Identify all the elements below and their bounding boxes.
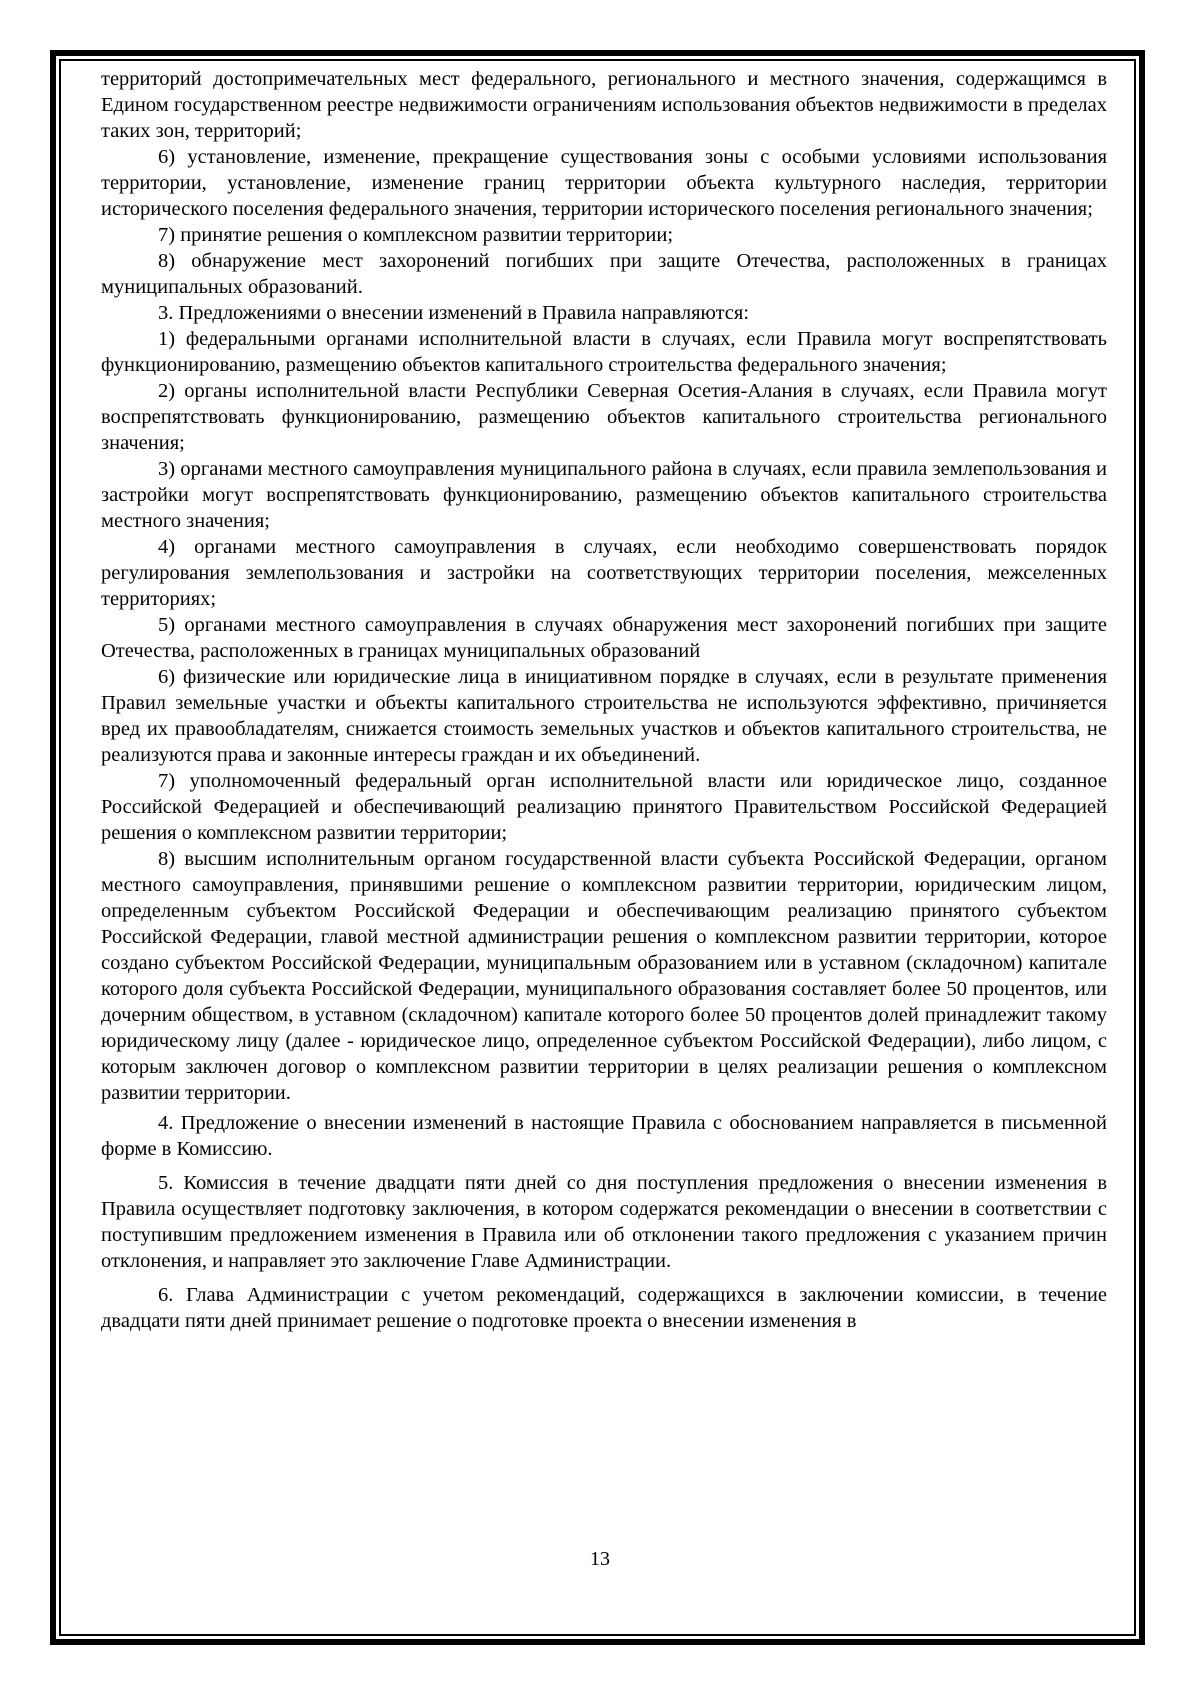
- paragraph: 3) органами местного самоуправления муниципального района в случаях, если правила землепользования и застройки могут воспрепятствовать функционированию, размещению объектов капитального строительства местного значения;: [101, 458, 1107, 532]
- paragraph: 5) органами местного самоуправления в случаях обнаружения мест захоронений погибших при защите Отечества, расположенных в границах муниципальных образований: [101, 614, 1107, 662]
- paragraph: 8) высшим исполнительным органом государственной власти субъекта Российской Федерации, органом местного самоуправления, принявшими решение о комплексном развитии территории, юридическим лицом, определенным субъектом Российской Федерации и обеспечивающим реализацию принятого субъектом Российской Федерации, главой местной администрации решения о комплексном развитии территории, которое создано субъектом Российской Федерации, муниципальным образованием или в уставном (складочном) капитале которого доля субъекта Российской Федерации, муниципального образования составляет более 50 процентов, или дочерним обществом, в уставном (складочном) капитале которого более 50 процентов долей принадлежит такому юридическому лицу (далее - юридическое лицо, определенное субъектом Российской Федерации), либо лицом, с которым заключен договор о комплексном развитии территории в целях реализации решения о комплексном развитии территории.: [101, 848, 1107, 1104]
- paragraph: 5. Комиссия в течение двадцати пяти дней со дня поступления предложения о внесении изменения в Правила осуществляет подготовку заключения, в котором содержатся рекомендации о внесении в соответствии с поступившим предложением изменения в Правила или об отклонении такого предложения с указанием причин отклонения, и направляет это заключение Главе Администрации.: [101, 1172, 1107, 1272]
- paragraph: 6) установление, изменение, прекращение существования зоны с особыми условиями использования территории, установление, изменение границ территории объекта культурного наследия, территории исторического поселения федерального значения, территории исторического поселения регионального значения;: [101, 146, 1107, 220]
- paragraph: 4) органами местного самоуправления в случаях, если необходимо совершенствовать порядок регулирования землепользования и застройки на соответствующих территории поселения, межселенных территориях;: [101, 536, 1107, 610]
- paragraph: 1) федеральными органами исполнительной власти в случаях, если Правила могут воспрепятствовать функционированию, размещению объектов капитального строительства федерального значения;: [101, 328, 1107, 376]
- paragraph: 7) принятие решения о комплексном развитии территории;: [158, 224, 674, 246]
- paragraph: 3. Предложениями о внесении изменений в Правила направляются:: [158, 302, 750, 324]
- page-number: 13: [590, 1548, 610, 1570]
- paragraph: 6) физические или юридические лица в инициативном порядке в случаях, если в результате применения Правил земельные участки и объекты капитального строительства не используются эффективно, причиняется вред их правообладателям, снижается стоимость земельных участков и объектов капитального строительства, не реализуются права и законные интересы граждан и их объединений.: [101, 666, 1107, 766]
- document-body: [101, 66, 1107, 1334]
- paragraph: 7) уполномоченный федеральный орган исполнительной власти или юридическое лицо, созданное Российской Федерацией и обеспечивающий реализацию принятого Правительством Российской Федерацией решения о комплексном развитии территории;: [101, 770, 1107, 844]
- paragraph: территорий достопримечательных мест федерального, регионального и местного значения, содержащимся в Едином государственном реестре недвижимости ограничениям использования объектов недвижимости в пределах таких зон, территорий;: [101, 68, 1107, 142]
- paragraph: 6. Глава Администрации с учетом рекомендаций, содержащихся в заключении комиссии, в течение двадцати пяти дней принимает решение о подготовке проекта о внесении изменения в: [101, 1284, 1107, 1332]
- paragraph: 4. Предложение о внесении изменений в настоящие Правила с обоснованием направляется в письменной форме в Комиссию.: [101, 1112, 1107, 1160]
- paragraph: 8) обнаружение мест захоронений погибших при защите Отечества, расположенных в границах муниципальных образований.: [101, 250, 1107, 298]
- paragraph: 2) органы исполнительной власти Республики Северная Осетия-Алания в случаях, если Правила могут воспрепятствовать функционированию, размещению объектов капитального строительства регионального значения;: [101, 380, 1107, 454]
